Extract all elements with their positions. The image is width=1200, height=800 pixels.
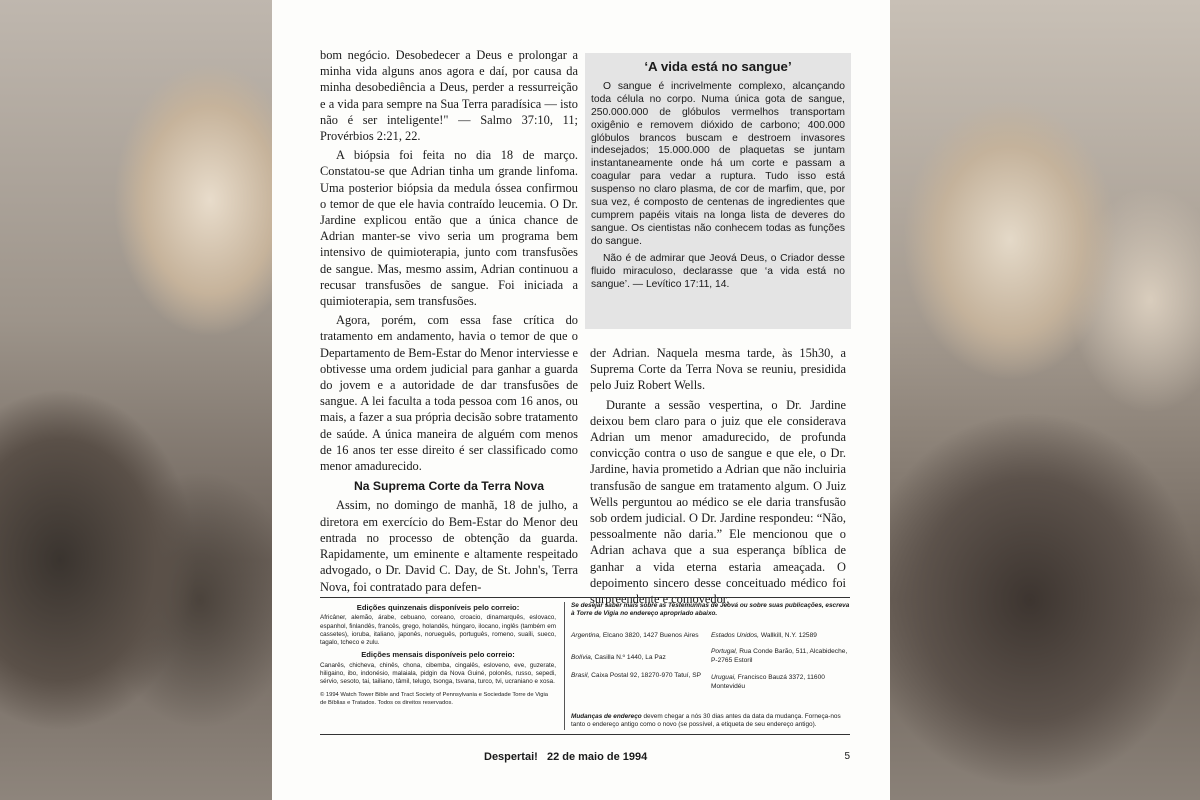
monthly-heading: Edições mensais disponíveis pelo correio:	[361, 650, 515, 660]
fortnightly-languages: Africâner, alemão, árabe, cebuano, coreano, croacio, dinamarquês, eslovaco, espanhol, finlandês, francês, grego, holandês, húngaro, ilocano, inglês (também em cassetes), ioruba, italiano, japonês, norueguês, português, romeno, suaíli, sueco, tagalo, tcheco e zulu.	[320, 614, 556, 647]
address-change-label: Mudanças de endereço	[571, 713, 642, 720]
publisher-footer	[320, 597, 850, 735]
contact-intro: Se desejar saber mais sobre as Testemunhas de Jeová ou sobre suas publicações, escreva à Torre de Vigia no endereço apropriado abaixo.	[571, 602, 850, 618]
address-entry	[571, 632, 709, 641]
paragraph: bom negócio. Desobedecer a Deus e prolongar a minha vida alguns anos agora e daí, por causa da minha desobediência a Deus, perder a ressurreição e a vida para sempre na Sua Terra paradísica — isto não é ser inteligente!" — Salmo 37:10, 11; Provérbios 2:21, 22.	[320, 48, 578, 144]
sidebar-box	[585, 53, 851, 329]
address-country: Bolívia,	[571, 654, 593, 661]
address-entry	[711, 632, 849, 641]
page-number: 5	[844, 751, 850, 762]
address-change-note	[571, 713, 849, 730]
address-text: Francisco Bauzá 3372, 11600 Montevidéu	[711, 674, 825, 690]
address-text: Elcano 3820, 1427 Buenos Aires	[602, 632, 699, 639]
section-subheading: Na Suprema Corte da Terra Nova	[353, 479, 545, 494]
paragraph: A biópsia foi feita no dia 18 de março. Constatou-se que Adrian tinha um grande linfoma. Uma posterior biópsia da medula óssea confirmou o temor de que ele havia contraído leucemia. O Dr. Jardine explicou então que a única chance de Adrian manter-se vivo seria um programa bem intensivo de quimioterapia, junto com transfusões de sangue. Mas, mesmo assim, Adrian continuou a recusar transfusões de sangue. Foi iniciada a quimioterapia, sem transfusões.	[320, 148, 578, 309]
copyright-notice: © 1994 Watch Tower Bible and Tract Society of Pennsylvania e Sociedade Torre de Vigia de Bíblias e Tratados. Todos os direitos reservados.	[320, 691, 549, 706]
address-entry	[571, 654, 709, 663]
issue-date: 22 de maio de 1994	[546, 751, 648, 763]
magazine-name: Despertai!	[484, 751, 538, 763]
sidebar-paragraph: O sangue é incrivelmente complexo, alcançando toda célula no corpo. Numa única gota de sangue, 250.000.000 de glóbulos vermelhos transportam oxigênio e removem dióxido de carbono; 400.000 glóbulos brancos buscam e destroem invasores indesejados; 15.000.000 de plaquetas se juntam instantaneamente onde há um corte e passam a coagular para vedar a ruptura. Tudo isso está suspenso no claro plasma, de cor de marfim, que, por sua vez, é composto de centenas de ingredientes que cumprem papéis vitais na longa lista de deveres do sangue. Os cientistas não conhecem todas as funções do sangue.	[591, 80, 845, 247]
sidebar-title: ‘A vida está no sangue’	[644, 59, 792, 74]
address-change-text: devem chegar a nós 30 dias antes da data da mudança. Forneça-nos tanto o endereço antigo como o novo (se possível, a etiqueta de seu endereço antigo).	[571, 713, 841, 729]
editions-info	[320, 602, 556, 707]
folio	[484, 751, 647, 763]
magazine-page	[272, 0, 890, 800]
address-text: Wallkill, N.Y. 12589	[760, 632, 817, 639]
address-country: Argentina,	[571, 632, 602, 639]
address-country: Portugal,	[711, 648, 738, 655]
address-entry	[711, 648, 849, 665]
paragraph: Agora, porém, com essa fase crítica do tratamento em andamento, havia o temor de que o Departamento de Bem-Estar do Menor interviesse e obtivesse uma ordem judicial para ganhar a guarda do jovem e a autoridade de dar transfusões de sangue. A lei faculta a toda pessoa com 16 anos, ou mais, a fazer a sua própria decisão sobre tratamento de saúde. A única maneira de alguém com menos de 16 anos ter esse direito é ser classificado como menor amadurecido.	[320, 313, 578, 474]
sidebar-paragraph: Não é de admirar que Jeová Deus, o Criador desse fluido miraculoso, declarasse que ‘a vida está no sangue’. — Levítico 17:11, 14.	[591, 252, 845, 290]
address-country: Estados Unidos,	[711, 632, 760, 639]
address-entry	[711, 674, 849, 691]
address-text: Rua Conde Barão, 511, Alcabideche, P-2765 Estoril	[711, 648, 848, 664]
address-country: Uruguai,	[711, 674, 736, 681]
blurred-background-right	[890, 0, 1200, 800]
paragraph: der Adrian. Naquela mesma tarde, às 15h30, a Suprema Corte da Terra Nova se reuniu, presidida pelo Juiz Robert Wells.	[590, 346, 846, 393]
monthly-languages: Canarês, chicheva, chinês, chona, cibemba, cingalês, esloveno, eve, guzerate, hiligaino, ibo, indonésio, malaiala, pidgin da Nova Guiné, polonês, russo, sepedi, sérvio, sesoto, tai, tailiano, tâmil, telugo, tsonga, tsvana, turco, tvi, ucraniano e xosa.	[320, 661, 556, 686]
left-column	[320, 47, 578, 598]
address-text: Casilla N.º 1440, La Paz	[594, 654, 666, 661]
contact-info	[564, 602, 850, 730]
right-column	[590, 345, 846, 610]
paragraph: Durante a sessão vespertina, o Dr. Jardine deixou bem claro para o juiz que ele considerava Adrian um menor amadurecido, de profunda convicção contra o uso de sangue e que ele, o Dr. Jardine, havia prometido a Adrian que não incluiria transfusão de sangue em tratamento algum. O Juiz Wells perguntou ao médico se ele daria transfusão sob ordem judicial. O Dr. Jardine respondeu: “Não, pessoalmente não daria.” Ele mencionou que o Adrian achava que a sua esperança bíblica de ganhar a vida eterna estaria ameaçada. O depoimento sincero desse conceituado médico foi surpreendente e comovedor,	[590, 397, 846, 607]
paragraph: Assim, no domingo de manhã, 18 de julho, a diretora em exercício do Bem-Estar do Menor deu entrada no processo de obtenção da guarda. Rapidamente, um eminente e altamente respeitado advogado, o Dr. David C. Day, de St. John's, Terra Nova, foi contratado para defen-	[320, 498, 578, 594]
address-entry	[571, 672, 709, 681]
blurred-background-left	[0, 0, 272, 800]
fortnightly-heading: Edições quinzenais disponíveis pelo correio:	[356, 603, 520, 612]
address-country: Brasil,	[571, 672, 590, 679]
address-text: Caixa Postal 92, 18270-970 Tatuí, SP	[591, 672, 702, 679]
